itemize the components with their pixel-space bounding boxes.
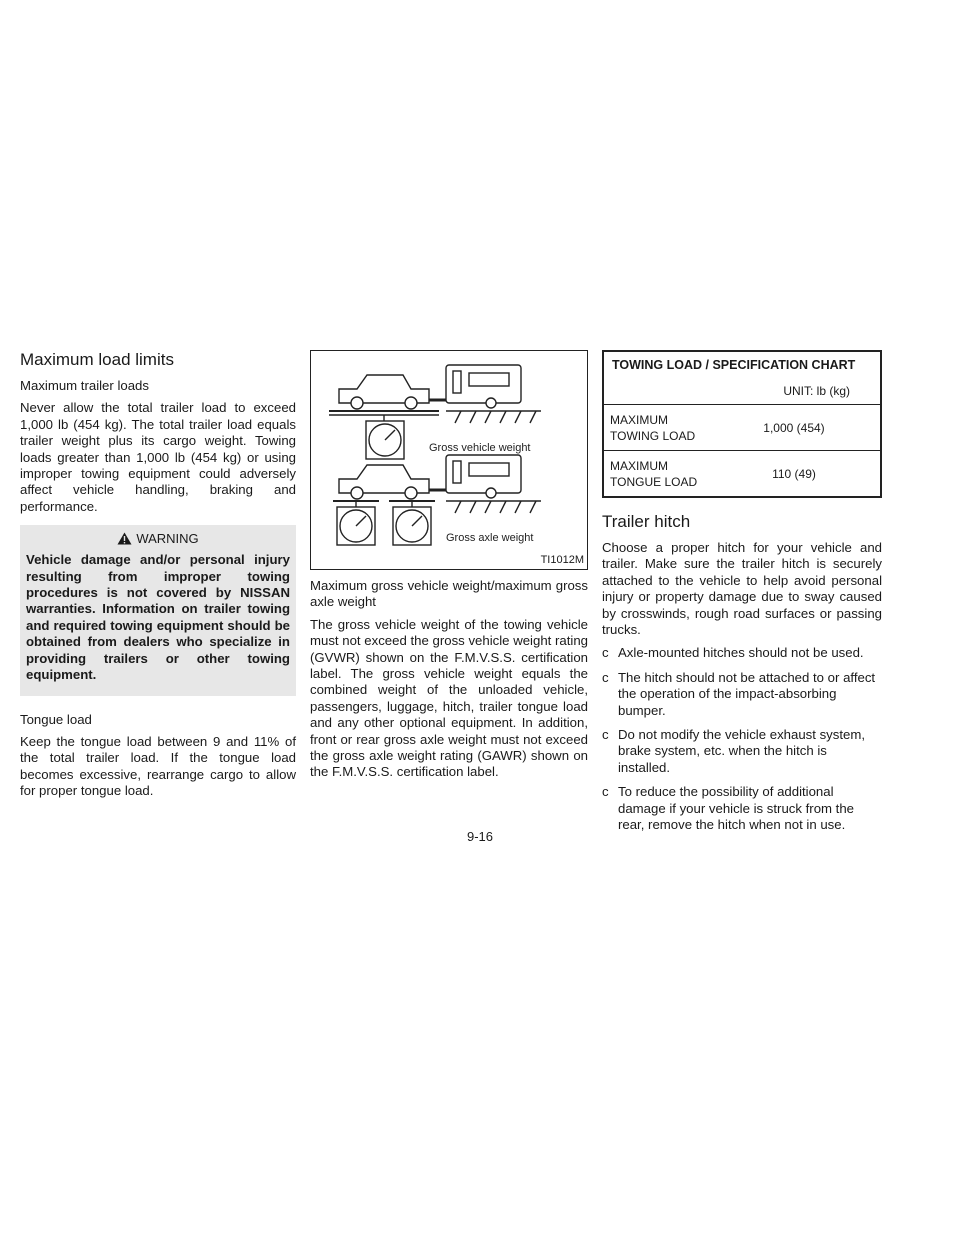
hitch-bullet-list bbox=[602, 645, 882, 833]
warning-box bbox=[20, 525, 296, 695]
weight-diagram bbox=[311, 351, 586, 551]
towing-load-chart bbox=[602, 350, 882, 498]
label-gross-axle-weight: Gross axle weight bbox=[446, 532, 534, 544]
page-number: 9-16 bbox=[466, 829, 494, 844]
list-item-text: The hitch should not be attached to or affect the operation of the impact-absorbing bumper. bbox=[618, 669, 876, 718]
chart-unit: UNIT: lb (kg) bbox=[783, 384, 850, 398]
chart-row-tongue-load bbox=[604, 451, 880, 496]
list-item bbox=[602, 645, 882, 661]
figure-code: TI1012M bbox=[540, 554, 584, 566]
row-label bbox=[604, 412, 718, 444]
row-label-line2: TONGUE LOAD bbox=[610, 474, 698, 489]
subheading-tongue-load: Tongue load bbox=[20, 711, 92, 727]
paragraph-trailer-loads: Never allow the total trailer load to exceed 1,000 lb (454 kg). The total trailer load equals trailer weight plus its cargo weight. Towing loads greater than 1,000 lb (454 kg) or using improper towing equipment could adversely affect vehicle handling, braking and performance. bbox=[20, 400, 296, 514]
list-item-text: Do not modify the vehicle exhaust system, brake system, etc. when the hitch is installed. bbox=[618, 727, 866, 775]
paragraph-trailer-hitch: Choose a proper hitch for your vehicle and trailer. Make sure the trailer hitch is securely attached to the vehicle to help avoid personal injury or property damage due to sway caused by crosswinds, rough road surfaces or passing trucks. bbox=[602, 540, 882, 638]
row-value: 110 (49) bbox=[772, 466, 816, 481]
bullet-mark: c bbox=[602, 645, 609, 661]
row-label-line1: MAXIMUM bbox=[610, 458, 668, 473]
subheading-gross-weight: Maximum gross vehicle weight/maximum gross axle weight bbox=[310, 578, 588, 610]
chart-header bbox=[604, 352, 880, 405]
list-item bbox=[602, 670, 882, 719]
warning-title: WARNING bbox=[136, 531, 199, 547]
label-gross-vehicle-weight: Gross vehicle weight bbox=[429, 442, 531, 454]
warning-header bbox=[26, 531, 290, 546]
paragraph-gross-weight: The gross vehicle weight of the towing vehicle must not exceed the gross vehicle weight rating (GVWR) shown on the F.M.V.S.S. certification label. The gross vehicle weight equals the combined weight of the unloaded vehicle, passengers, luggage, hitch, trailer tongue load and any other optional equipment. In addition, front or rear gross axle weight must not exceed the gross axle weight rating (GAWR) shown on the F.M.V.S.S. certification label. bbox=[310, 616, 588, 780]
list-item bbox=[602, 727, 882, 776]
list-item-text: To reduce the possibility of additional damage if your vehicle is struck from the rear, remove the hitch when not in use. bbox=[618, 784, 855, 833]
warning-triangle-icon bbox=[117, 532, 132, 545]
middle-column bbox=[310, 350, 588, 788]
weight-figure bbox=[310, 350, 588, 570]
subheading-maximum-trailer-loads: Maximum trailer loads bbox=[20, 378, 149, 393]
left-column bbox=[20, 350, 296, 807]
right-column bbox=[602, 350, 882, 842]
row-label-line2: TOWING LOAD bbox=[610, 428, 696, 443]
row-value: 1,000 (454) bbox=[763, 420, 825, 435]
section-heading-maximum-load-limits: Maximum load limits bbox=[20, 350, 174, 369]
chart-row-towing-load bbox=[604, 405, 880, 451]
bullet-mark: c bbox=[602, 784, 609, 800]
chart-title: TOWING LOAD / SPECIFICATION CHART bbox=[612, 358, 856, 372]
bullet-mark: c bbox=[602, 727, 609, 743]
list-item-text: Axle-mounted hitches should not be used. bbox=[618, 645, 864, 661]
row-label bbox=[604, 458, 718, 490]
list-item bbox=[602, 784, 882, 833]
section-heading-trailer-hitch: Trailer hitch bbox=[602, 512, 691, 531]
row-label-line1: MAXIMUM bbox=[610, 412, 668, 427]
bullet-mark: c bbox=[602, 669, 609, 685]
paragraph-tongue-load: Keep the tongue load between 9 and 11% of the total trailer load. If the tongue load becomes excessive, rearrange cargo to allow for proper tongue load. bbox=[20, 733, 296, 799]
warning-text: Vehicle damage and/or personal injury resulting from improper towing procedures is not covered by NISSAN warranties. Information on trailer towing and required towing equipment should be obtained from dealers who specialize in providing trailers or other towing equipment. bbox=[26, 552, 290, 683]
